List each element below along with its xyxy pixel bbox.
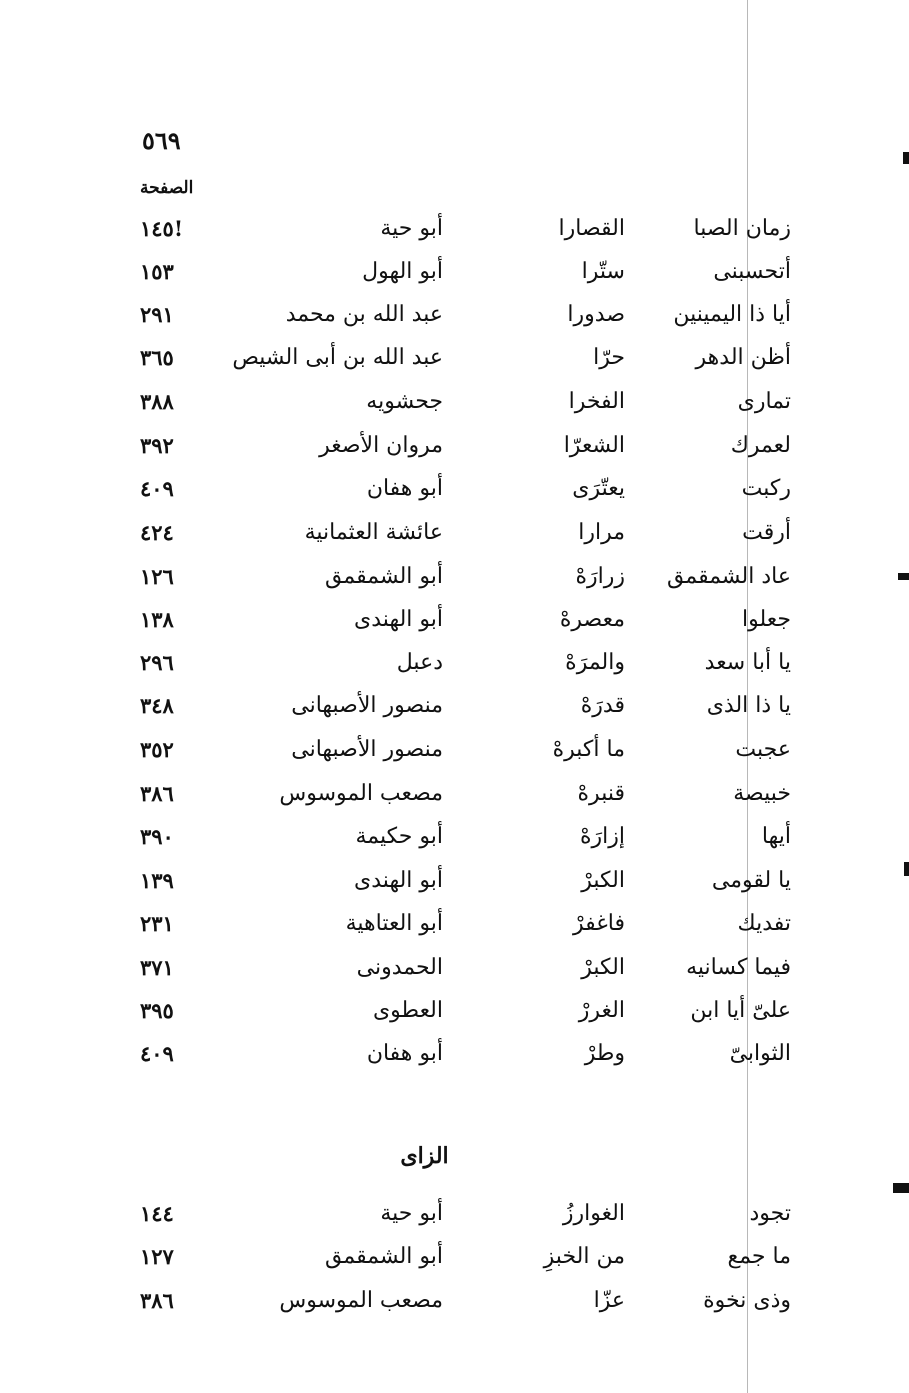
first-words: ما جمع <box>727 1244 791 1269</box>
page-number: ٥٦٩ <box>142 126 181 155</box>
table-row <box>0 519 909 563</box>
first-words: زمان الصبا <box>693 216 791 241</box>
page-ref: ٣٨٦ <box>140 1288 174 1313</box>
rhyme-word: الفخرا <box>568 389 625 414</box>
table-row <box>0 867 909 911</box>
page-ref: ٤٢٤ <box>140 520 174 545</box>
table-row <box>0 301 909 345</box>
first-words: يا أبا سعد <box>704 650 791 675</box>
poet-name: أبو الشمقمق <box>325 1244 443 1269</box>
poet-name: أبو الشمقمق <box>325 564 443 589</box>
table-row <box>0 563 909 607</box>
table-row <box>0 649 909 693</box>
page-ref: ٣٩٢ <box>140 433 174 458</box>
rhyme-word: من الخبزِ <box>543 1244 625 1269</box>
first-words: خبيصة <box>733 781 791 806</box>
page-ref: ٤٠٩ <box>140 476 174 501</box>
table-row <box>0 432 909 476</box>
poet-name: دعبل <box>396 650 443 675</box>
poet-name: عبد الله بن محمد <box>285 302 443 327</box>
poet-name: العطوى <box>372 998 443 1023</box>
rhyme-word: الشعرّا <box>563 433 625 458</box>
rhyme-word: يعتّرَى <box>572 476 625 501</box>
first-words: أيا ذا اليمينين <box>673 302 791 327</box>
poet-name: أبو حية <box>380 1201 443 1226</box>
rhyme-word: معصرهْ <box>559 607 625 632</box>
page-ref: ٣٩٥ <box>140 998 174 1023</box>
rhyme-word: فاغفرْ <box>573 911 625 936</box>
first-words: أرقت <box>742 520 791 545</box>
rhyme-word: الكبرْ <box>581 955 625 980</box>
first-words: الثوابىّ <box>729 1041 791 1066</box>
rhyme-word: ستّرا <box>581 259 625 284</box>
first-words: تفديك <box>737 911 791 936</box>
table-row <box>0 736 909 780</box>
table-row <box>0 780 909 824</box>
rhyme-word: قدرَهْ <box>580 693 625 718</box>
poet-name: أبو حية <box>380 216 443 241</box>
table-row <box>0 954 909 998</box>
page-ref: ٣٨٦ <box>140 781 174 806</box>
table-row <box>0 1287 909 1331</box>
first-words: أتحسبنى <box>713 259 791 284</box>
poet-name: عائشة العثمانية <box>304 520 443 545</box>
poet-name: الحمدونى <box>356 955 443 980</box>
page-ref: ٤٠٩ <box>140 1041 174 1066</box>
page-ref: ٣٥٢ <box>140 737 174 762</box>
poet-name: عبد الله بن أبى الشيص <box>232 345 443 370</box>
rhyme-word: الكبرْ <box>581 868 625 893</box>
first-words: فيما كسانيه <box>686 955 791 980</box>
poet-name: مروان الأصغر <box>319 433 443 458</box>
table-row <box>0 344 909 388</box>
table-row <box>0 1243 909 1287</box>
page-ref: ٣٩٠ <box>140 824 174 849</box>
first-words: تمارى <box>737 389 791 414</box>
rhyme-word: القصارا <box>558 216 625 241</box>
page-column-heading: الصفحة <box>140 178 194 198</box>
poet-name: أبو حكيمة <box>355 824 443 849</box>
table-row <box>0 606 909 650</box>
edge-mark-top <box>903 152 909 164</box>
section-title <box>0 1143 909 1169</box>
page-ref: !١٤٥ <box>140 216 184 241</box>
rhyme-word: وطرْ <box>584 1041 625 1066</box>
first-words: لعمرك <box>730 433 791 458</box>
first-words: يا ذا الذى <box>706 693 791 718</box>
first-words: تجود <box>749 1201 791 1226</box>
rhyme-word: صدورا <box>567 302 625 327</box>
section-title-text: الزاى <box>400 1143 449 1169</box>
rhyme-word: مرارا <box>578 520 625 545</box>
poet-name: أبو الهندى <box>354 607 443 632</box>
page-ref: ٣٦٥ <box>140 345 174 370</box>
rhyme-word: قنبرهْ <box>577 781 625 806</box>
page-ref: ٣٨٨ <box>140 389 174 414</box>
page-ref: ١٣٨ <box>140 607 174 632</box>
table-row <box>0 388 909 432</box>
first-words: عجبت <box>735 737 791 762</box>
table-row <box>0 1200 909 1244</box>
poet-name: أبو العتاهية <box>345 911 443 936</box>
page-ref: ٣٤٨ <box>140 693 174 718</box>
page-ref: ١٢٦ <box>140 564 174 589</box>
table-row <box>0 475 909 519</box>
poet-name: منصور الأصبهانى <box>291 693 443 718</box>
rhyme-word: والمرَهْ <box>565 650 625 675</box>
rhyme-word: إزارَهْ <box>580 824 625 849</box>
first-words: ركبت <box>741 476 791 501</box>
table-row <box>0 692 909 736</box>
rhyme-word: الغررْ <box>578 998 625 1023</box>
first-words: جعلوا <box>742 607 791 632</box>
page-ref: ١٢٧ <box>140 1244 174 1269</box>
page-ref: ٣٧١ <box>140 955 174 980</box>
page-ref: ٢٣١ <box>140 911 174 936</box>
poet-name: أبو الهندى <box>354 868 443 893</box>
poet-name: أبو هفان <box>366 1041 443 1066</box>
rhyme-word: حرّا <box>593 345 625 370</box>
page-ref: ٢٩٦ <box>140 650 174 675</box>
poet-name: منصور الأصبهانى <box>291 737 443 762</box>
poet-name: أبو هفان <box>366 476 443 501</box>
page-ref: ١٥٣ <box>140 259 174 284</box>
first-words: علىّ أيا ابن <box>690 998 791 1023</box>
page-ref: ١٣٩ <box>140 868 174 893</box>
table-row <box>0 215 909 259</box>
page-ref: ٢٩١ <box>140 302 174 327</box>
first-words: عاد الشمقمق <box>667 564 791 589</box>
rhyme-word: الغوارزُ <box>562 1201 625 1226</box>
poet-name: جحشويه <box>366 389 443 414</box>
table-row <box>0 823 909 867</box>
first-words: وذى نخوة <box>703 1288 791 1313</box>
poet-name: مصعب الموسوس <box>279 781 443 806</box>
table-row <box>0 258 909 302</box>
page-ref: ١٤٤ <box>140 1201 174 1226</box>
rhyme-word: عزّا <box>593 1288 625 1313</box>
rhyme-word: ما أكبرهْ <box>552 737 625 762</box>
rhyme-word: زرارَهْ <box>575 564 625 589</box>
table-row <box>0 910 909 954</box>
edge-mark-bottom <box>893 1183 909 1193</box>
poet-name: مصعب الموسوس <box>279 1288 443 1313</box>
table-row <box>0 997 909 1041</box>
first-words: أيها <box>761 824 791 849</box>
first-words: أظن الدهر <box>695 345 791 370</box>
first-words: يا لقومى <box>711 868 791 893</box>
table-row <box>0 1040 909 1084</box>
poet-name: أبو الهول <box>362 259 443 284</box>
